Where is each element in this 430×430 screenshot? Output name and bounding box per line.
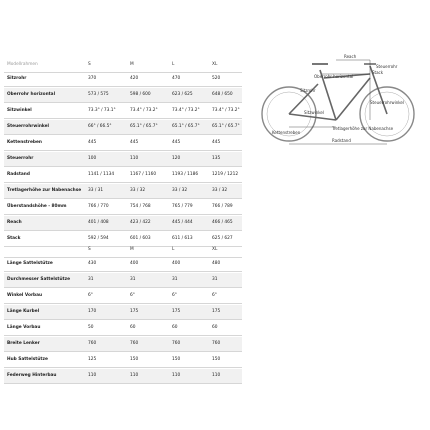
row-value: 520 [212,76,221,81]
row-label: Winkel Vorbau [7,293,43,298]
row-divider [4,367,242,368]
label-radstand: Radstand [332,138,351,143]
table-row [4,216,242,230]
row-value: 400 [172,261,181,266]
row-value: 420 [130,76,139,81]
row-label: Durchmesser Sattelstütze [7,277,71,282]
row-divider [4,102,242,103]
table-row [4,168,242,182]
table-row [4,120,242,134]
row-value: 73.4° / 73.2° [212,108,240,113]
row-value: 175 [130,309,139,314]
row-label: Steuerrohrwinkel [7,124,50,129]
row-value: 754 / 768 [130,204,151,209]
row-divider [4,198,242,199]
row-value: 175 [212,309,221,314]
label-stack: Stack [372,70,384,75]
row-value: 423 / 422 [130,220,151,225]
table-row [4,353,242,367]
table-row [4,273,242,287]
row-value: 73.4° / 73.2° [130,108,158,113]
row-value: 400 [130,261,139,266]
row-divider [4,134,242,135]
row-value: 766 / 770 [88,204,109,209]
row-value: 60 [212,325,218,330]
row-value: XL [212,247,218,252]
row-value: 31 [212,277,218,282]
table-row [4,289,242,303]
row-divider [4,303,242,304]
row-value: 150 [172,357,181,362]
row-value: 6° [172,293,177,298]
label-kettenstreben: Kettenstreben [272,130,301,135]
row-divider [4,287,242,288]
label-steuerrohr: Steuerrohr [376,64,398,69]
row-value: 31 [130,277,136,282]
row-value: S [88,247,91,252]
row-value: L [172,247,175,252]
label-sitzwinkel: Sitzwinkel [304,110,324,115]
row-value: 33 / 31 [88,188,104,193]
row-value: 573 / 575 [88,92,109,97]
row-value: 65.1° / 65.7° [172,124,200,129]
row-value: 598 / 600 [130,92,151,97]
row-label: Federweg Hinterbau [7,373,57,378]
table-row [4,321,242,335]
row-value: 73.3° / 73.1° [88,108,116,113]
label-tretlager: Tretlagerhöhe zur Nabenachse [332,126,394,131]
row-divider [4,351,242,352]
row-divider [4,166,242,167]
row-divider [4,214,242,215]
row-label: Sitzwinkel [7,108,32,113]
row-divider [4,230,242,231]
row-value: 466 / 465 [212,220,233,225]
row-label: Breite Lenker [7,341,40,346]
row-label: Überstandshöhe - 80mm [7,204,67,209]
row-value: 170 [88,309,97,314]
table-row [4,104,242,118]
row-value: 66° / 66.5° [88,124,112,129]
row-value: 1141 / 1134 [88,172,115,177]
row-value: 110 [172,373,181,378]
label-lenkwinkel: Steuerrohrwinkel [370,100,404,105]
row-value: 470 [172,76,181,81]
row-value: 445 / 444 [172,220,193,225]
row-label: Länge Sattelstütze [7,261,53,266]
row-value: 175 [172,309,181,314]
row-divider [4,319,242,320]
row-divider [4,182,242,183]
row-value: 445 [212,140,221,145]
row-value: 73.4° / 73.2° [172,108,200,113]
row-label: Tretlagerhöhe zur Nabenachse [7,188,82,193]
row-divider [4,86,242,87]
row-value: M [130,62,134,67]
row-divider [4,271,242,272]
row-label: Oberrohr horizontal [7,92,56,97]
row-label: Sitzrohr [7,76,27,81]
row-value: 110 [130,156,139,161]
row-value: 766 / 789 [212,204,233,209]
row-value: 110 [88,373,97,378]
row-value: 625 / 627 [212,236,233,241]
table-row [4,369,242,383]
row-label: Hub Sattelstütze [7,357,48,362]
row-value: 50 [88,325,94,330]
row-value: 100 [88,156,97,161]
row-value: 150 [130,357,139,362]
row-value: 120 [172,156,181,161]
row-divider [4,335,242,336]
row-value: 31 [172,277,178,282]
row-label: Kettenstreben [7,140,42,145]
row-value: M [130,247,134,252]
row-divider [4,150,242,151]
row-label: Modellrahmen [7,62,38,67]
row-value: 60 [130,325,136,330]
row-value: S [88,62,91,67]
table-row [4,257,242,271]
table-row [4,184,242,198]
size-header-row [4,243,242,257]
row-value: 33 / 32 [130,188,146,193]
row-value: 110 [212,373,221,378]
label-reach: Reach [344,54,357,59]
row-value: 1167 / 1160 [130,172,157,177]
label-oberrohr: Oberrohr horizontal [314,74,354,79]
row-value: 6° [130,293,135,298]
row-label: Länge Vorbau [7,325,41,330]
row-value: 33 / 32 [212,188,228,193]
row-value: 401 / 408 [88,220,109,225]
row-value: 65.1° / 65.7° [212,124,240,129]
bike-geometry-diagram [252,52,422,152]
row-value: 1193 / 1186 [172,172,199,177]
row-label: Stack [7,236,21,241]
row-value: 1219 / 1212 [212,172,239,177]
row-value: 60 [172,325,178,330]
row-divider [4,118,242,119]
row-value: 65.1° / 65.7° [130,124,158,129]
row-value: 150 [212,357,221,362]
row-value: 31 [88,277,94,282]
table-row [4,88,242,102]
row-value: 760 [172,341,181,346]
row-value: 480 [212,261,221,266]
table-row [4,337,242,351]
table-row [4,200,242,214]
row-divider [4,383,242,384]
size-header-row [4,58,242,72]
row-value: 601 / 603 [130,236,151,241]
row-value: L [172,62,175,67]
label-sitzrohr: Sitzrohr [300,88,316,93]
table-row [4,136,242,150]
row-label: Radstand [7,172,30,177]
row-value: 760 [88,341,97,346]
row-value: 760 [212,341,221,346]
table-row [4,72,242,86]
row-value: 648 / 650 [212,92,233,97]
row-value: 6° [88,293,93,298]
row-value: 430 [88,261,97,266]
row-value: 592 / 594 [88,236,109,241]
row-label: Steuerrohr [7,156,34,161]
row-value: 110 [130,373,139,378]
row-value: 125 [88,357,97,362]
row-value: 760 [130,341,139,346]
row-label: Reach [7,220,22,225]
row-value: 370 [88,76,97,81]
row-value: 765 / 779 [172,204,193,209]
row-value: 6° [212,293,217,298]
row-value: 445 [172,140,181,145]
row-value: 135 [212,156,221,161]
row-value: 33 / 32 [172,188,188,193]
row-value: 611 / 613 [172,236,193,241]
table-row [4,152,242,166]
row-value: 623 / 625 [172,92,193,97]
table-row [4,305,242,319]
row-value: XL [212,62,218,67]
row-label: Länge Kurbel [7,309,40,314]
row-value: 445 [130,140,139,145]
row-value: 445 [88,140,97,145]
